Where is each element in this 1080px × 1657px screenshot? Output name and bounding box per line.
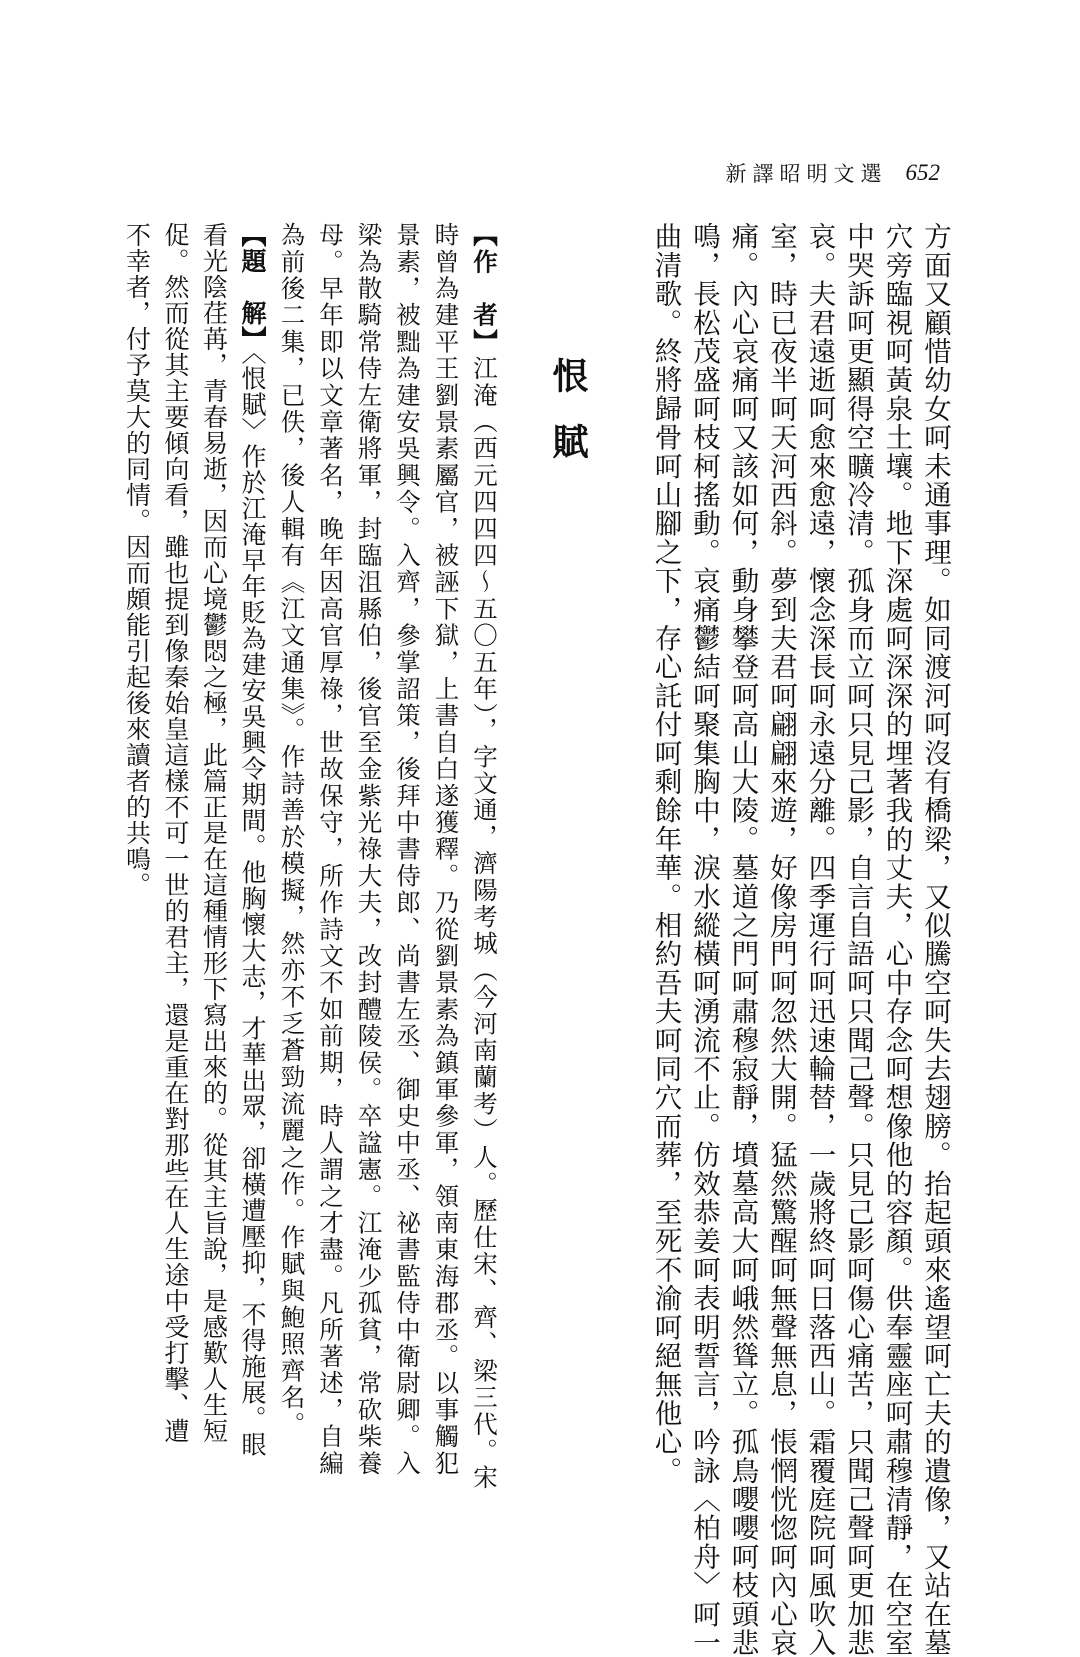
topic-column: [227, 222, 267, 1458]
author-column: 時曾為建平王劉景素屬官，被誣下獄，上書自白遂獲釋。乃從劉景素為鎮軍參軍，領南東海郡丞。以事觸犯: [431, 222, 461, 1477]
topic-column: 看光陰荏苒，青春易逝，因而心境鬱悶之極，此篇正是在這種情形下寫出來的。從其主旨說，是感歎人生短: [199, 222, 229, 1444]
author-column: 梁為散騎常侍左衛將軍，封臨沮縣伯，後官至金紫光祿大夫，改封醴陵侯。卒諡憲。江淹少孤貧，常砍柴養: [354, 222, 384, 1477]
author-text: 江淹（西元四四四～五〇五年），字文通，濟陽考城（今河南蘭考）人。歷仕宋、齊、梁三代。宋: [470, 355, 499, 1492]
page-header: [726, 158, 941, 188]
author-column: 母。早年即以文章著名，晚年因高官厚祿，世故保守，所作詩文不如前期，時人謂之才盡。凡所著述，自編: [316, 222, 345, 1477]
column-spacer: [496, 222, 510, 1382]
book-title: 新譯昭明文選: [725, 162, 888, 186]
translation-column: 室，時已夜半呵天河西斜。夢到夫君呵翩翩來遊，好像房門呵忽然大開。猛然驚醒呵無聲無息，悵惘恍惚呵內心哀: [765, 222, 797, 1657]
page-number: 652: [905, 160, 940, 185]
topic-text: 〈恨賦〉作於江淹早年貶為建安吳興令期間。他胸懷大志，才華出眾，卻橫遭壓抑，不得施展。眼: [238, 352, 267, 1458]
author-column: 景素，被黜為建安吳興令。入齊，參掌詔策，後拜中書侍郎、尚書左丞、御史中丞、祕書監侍中衛尉卿。入: [393, 222, 422, 1477]
translation-column: 方面又顧惜幼女呵未通事理。如同渡河呵沒有橋梁，又似騰空呵失去翅膀。抬起頭來遙望呵亡夫的遺像，又站在墓: [919, 222, 951, 1657]
author-column: 為前後二集，已佚，後人輯有《江文通集》。作詩善於模擬，然亦不乏蒼勁流麗之作。作賦與鮑照齊名。: [277, 222, 307, 1438]
translation-column: 穴旁臨視呵黃泉土壤。地下深處呵深深的埋著我的丈夫，心中存念呵想像他的容顏。供奉靈座呵肅穆清靜，在空室: [880, 222, 913, 1657]
translation-column: 鳴，長松茂盛呵枝柯搖動。哀痛鬱結呵聚集胸中，淚水縱橫呵湧流不止。仿效恭姜呵表明誓言，吟詠〈柏舟〉呵一: [688, 222, 720, 1657]
section-title: 恨賦: [547, 357, 589, 489]
translation-column: 痛。內心哀痛呵又該如何，動身攀登呵高山大陵。墓道之門呵肅穆寂靜，墳墓高大呵峨然聳立。孤鳥嚶嚶呵枝頭悲: [726, 222, 759, 1657]
author-column: [458, 222, 499, 1492]
text-body: [111, 222, 951, 1657]
column-spacer: [586, 222, 640, 1382]
translation-column: 哀。夫君遠逝呵愈來愈遠，懷念深長呵永遠分離。四季運行呵迅速輪替，一歲將終呵日落西山。霜覆庭院呵風吹入: [803, 222, 836, 1657]
translation-column: 中哭訴呵更顯得空曠冷清。孤身而立呵只見己影，自言自語呵只聞己聲。只見己影呵傷心痛苦，只聞己聲呵更加悲: [842, 222, 874, 1657]
topic-label: 【題 解】: [238, 222, 267, 352]
topic-column: 促。然而從其主要傾向看，雖也提到像秦始皇這樣不可一世的君主，還是重在對那些在人生途中受打擊、遭: [161, 222, 190, 1444]
translation-column: 曲清歌。終將歸骨呵山腳之下，存心託付呵剩餘年華。相約吾夫呵同穴而葬，至死不渝呵絕無他心。: [649, 222, 682, 1485]
topic-column: 不幸者，付予莫大的同情。因而頗能引起後來讀者的共鳴。: [122, 222, 152, 898]
author-label: 【作 者】: [470, 222, 499, 356]
section-title-column: [510, 222, 589, 1382]
